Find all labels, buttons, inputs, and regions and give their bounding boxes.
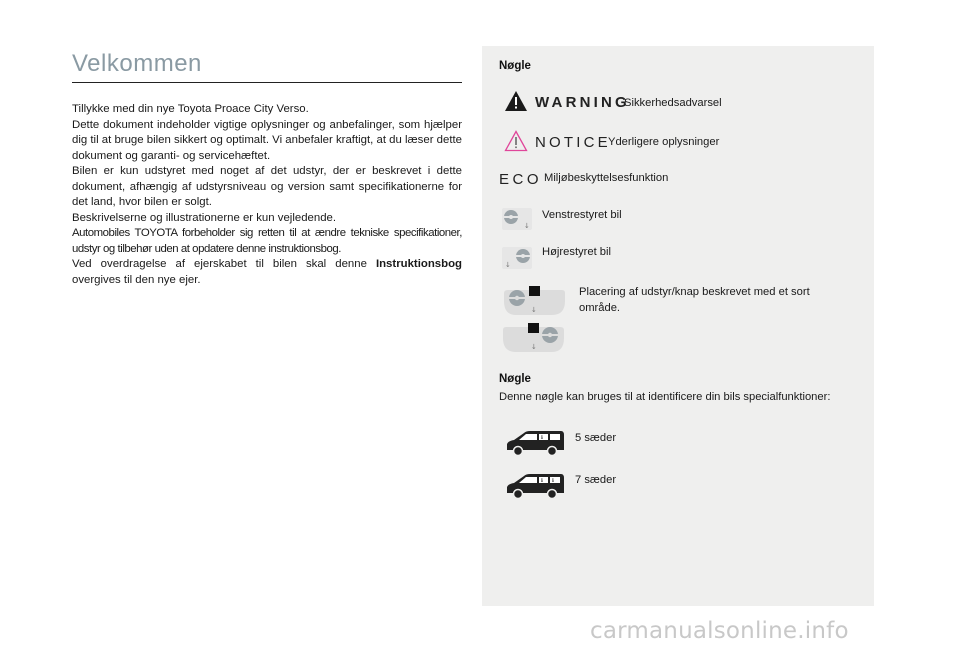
svg-text:↓: ↓ xyxy=(531,306,537,314)
manual-name: Instruktionsbog xyxy=(375,258,462,270)
key-heading: Nøgle xyxy=(499,373,531,385)
legend-heading: Nøgle xyxy=(499,60,531,72)
intro-paragraph: Bilen er kun udstyret med noget af det udstyr, der er beskrevet i dette dokument, afhængig af udstyrsniveau og version samt specifikationerne for det land, hvor bilen er solgt. xyxy=(72,165,462,208)
notice-icon xyxy=(504,130,528,152)
notice-word: NOTICE xyxy=(535,134,611,151)
svg-text:↓: ↓ xyxy=(531,343,537,351)
eco-word: ECO xyxy=(499,171,543,188)
svg-text:ℹ: ℹ xyxy=(541,478,543,484)
intro-paragraph: Beskrivelserne og illustrationerne er kun vejledende. xyxy=(72,211,337,224)
dashboard-rhd-location-icon xyxy=(502,322,566,354)
watermark: carmanualsonline.info xyxy=(590,618,849,644)
warning-icon xyxy=(504,90,528,112)
page-title: Velkommen xyxy=(72,50,202,77)
legend-panel xyxy=(482,46,874,606)
location-label: Placering af udstyr/knap beskrevet med et sort område. xyxy=(579,286,810,314)
dashboard-lhd-location-icon xyxy=(502,285,566,317)
svg-text:ℹ: ℹ xyxy=(541,435,543,441)
van-seven-seats-icon xyxy=(504,472,566,500)
intro-text xyxy=(72,102,462,288)
key-description: Denne nøgle kan bruges til at identificere din bils specialfunktioner: xyxy=(499,391,831,403)
notice-label: Yderligere oplysninger xyxy=(608,136,720,148)
warning-label: Sikkerhedsadvarsel xyxy=(624,97,722,109)
ownership-text: Ved overdragelse af ejerskabet til bilen skal denne xyxy=(72,258,376,270)
lhd-label: Venstrestyret bil xyxy=(542,209,622,221)
left-hand-drive-icon xyxy=(500,207,534,231)
intro-paragraph: Tillykke med din nye Toyota Proace City Verso. xyxy=(72,103,309,115)
svg-text:↓: ↓ xyxy=(505,261,511,269)
intro-paragraph-ownership xyxy=(72,257,462,288)
title-divider xyxy=(72,82,462,83)
svg-text:↓: ↓ xyxy=(524,222,530,230)
right-hand-drive-icon xyxy=(500,246,534,270)
ownership-text-end: overgives til den nye ejer. xyxy=(72,273,201,286)
intro-paragraph: Automobiles TOYOTA forbeholder sig retten til at ændre tekniske specifikationer, udstyr og tilbehør uden at opdatere denne instruktionsbog. xyxy=(72,227,462,255)
intro-paragraph: Dette dokument indeholder vigtige oplysninger og anbefalinger, som hjælper dig til at bruge bilen sikkert og optimalt. Vi anbefaler kraftigt, at du læser dette dokument og garanti- og servicehæftet. xyxy=(72,118,462,162)
seven-seats-label: 7 sæder xyxy=(575,474,617,486)
eco-label: Miljøbeskyttelsesfunktion xyxy=(544,172,669,184)
five-seats-label: 5 sæder xyxy=(575,432,617,444)
warning-word: WARNING xyxy=(535,94,630,111)
rhd-label: Højrestyret bil xyxy=(542,246,611,258)
svg-text:ℹ: ℹ xyxy=(552,478,554,484)
van-five-seats-icon xyxy=(504,429,566,457)
